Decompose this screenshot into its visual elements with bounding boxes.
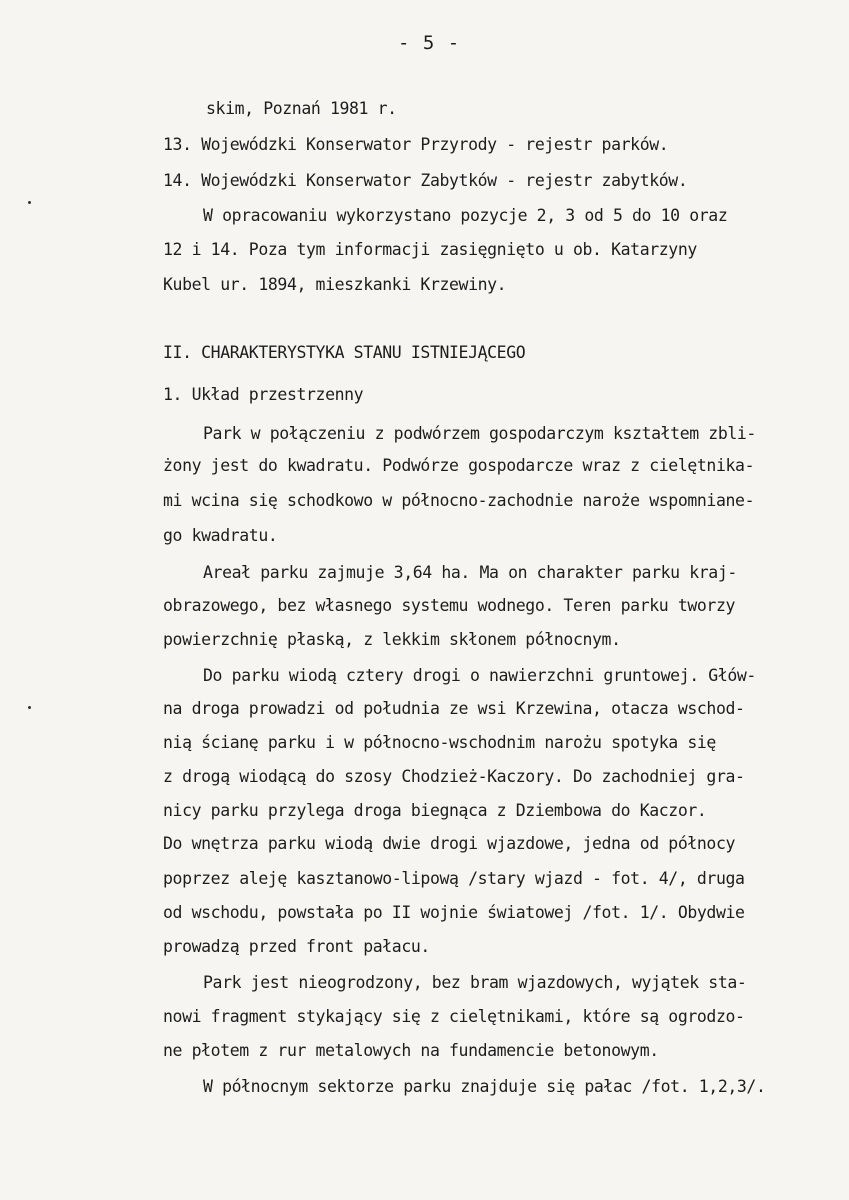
text-line: 13. Wojewódzki Konserwator Przyrody - rejestr parków. — [163, 135, 669, 154]
text-line: Areał parku zajmuje 3,64 ha. Ma on charakter parku kraj- — [203, 563, 737, 582]
text-line: z drogą wiodącą do szosy Chodzież-Kaczory. Do zachodniej gra- — [163, 767, 745, 786]
text-line: ne płotem z rur metalowych na fundamencie betonowym. — [163, 1041, 659, 1060]
text-line: 14. Wojewódzki Konserwator Zabytków - rejestr zabytków. — [163, 171, 688, 190]
text-line: mi wcina się schodkowo w północno-zachodnie naroże wspomniane- — [163, 491, 755, 510]
text-line: W północnym sektorze parku znajduje się pałac /fot. 1,2,3/. — [203, 1077, 766, 1096]
text-line: na droga prowadzi od południa ze wsi Krzewina, otacza wschod- — [163, 699, 745, 718]
text-line: 12 i 14. Poza tym informacji zasięgnięto u ob. Katarzyny — [163, 240, 697, 259]
text-line: Do parku wiodą cztery drogi o nawierzchni gruntowej. Głów- — [203, 666, 756, 685]
text-line: W opracowaniu wykorzystano pozycje 2, 3 od 5 do 10 oraz — [203, 206, 728, 225]
text-line: od wschodu, powstała po II wojnie światowej /fot. 1/. Obydwie — [163, 903, 745, 922]
text-line: skim, Poznań 1981 r. — [206, 99, 397, 118]
text-line: Do wnętrza parku wiodą dwie drogi wjazdowe, jedna od północy — [163, 834, 736, 853]
text-line: nią ścianę parku i w północno-wschodnim narożu spotyka się — [163, 733, 716, 752]
text-line: poprzez aleję kasztanowo-lipową /stary wjazd - fot. 4/, druga — [163, 869, 745, 888]
text-line: powierzchnię płaską, z lekkim skłonem północnym. — [163, 630, 621, 649]
text-line: Kubel ur. 1894, mieszkanki Krzewiny. — [163, 275, 507, 294]
text-line: prowadzą przed front pałacu. — [163, 937, 430, 956]
text-line: obrazowego, bez własnego systemu wodnego. Teren parku tworzy — [163, 596, 736, 615]
text-line: Park jest nieogrodzony, bez bram wjazdowych, wyjątek sta- — [203, 973, 747, 992]
text-line: Park w połączeniu z podwórzem gospodarczym kształtem zbli- — [203, 424, 756, 443]
text-line: żony jest do kwadratu. Podwórze gospodarcze wraz z cielętnika- — [163, 456, 755, 475]
section-heading: II. CHARAKTERYSTYKA STANU ISTNIEJĄCEGO — [163, 343, 526, 362]
page-number: - 5 - — [398, 32, 461, 54]
margin-mark — [28, 706, 31, 709]
text-line: go kwadratu. — [163, 526, 278, 545]
text-line: nowi fragment stykający się z cielętnikami, które są ogrodzo- — [163, 1007, 745, 1026]
text-line: nicy parku przylega droga biegnąca z Dziembowa do Kaczor. — [163, 801, 707, 820]
margin-mark — [28, 201, 31, 204]
subsection-heading: 1. Układ przestrzenny — [163, 385, 364, 404]
